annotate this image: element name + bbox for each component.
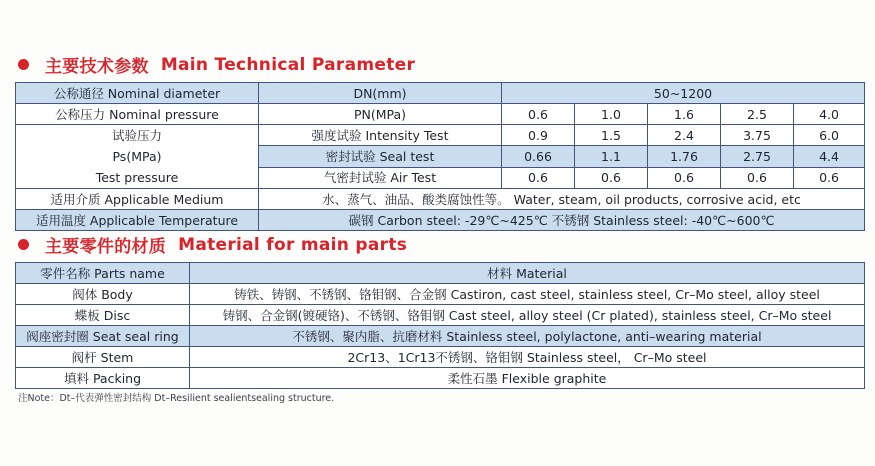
section-title-zh: 主要零件的材质	[45, 237, 167, 257]
intensity-value: 1.5	[575, 125, 648, 146]
part-material: 不锈钢、聚内脂、抗磨材料 Stainless steel, polylactone, anti–wearing material	[190, 326, 865, 347]
technical-parameter-table	[15, 82, 865, 231]
part-material: 2Cr13、1Cr13不锈钢、铬钼钢 Stainless steel， Cr–Mo steel	[190, 347, 865, 368]
intensity-value: 6.0	[794, 125, 865, 146]
intensity-value: 0.9	[502, 125, 575, 146]
materials-table	[15, 262, 865, 389]
intensity-test-label: 强度试验 Intensity Test	[259, 125, 502, 146]
seal-value: 1.1	[575, 146, 648, 167]
test-pressure-en: Test pressure	[95, 170, 179, 185]
table-row	[16, 305, 865, 326]
test-pressure-unit: Ps(MPa)	[112, 149, 162, 164]
section-title-technical	[18, 52, 415, 77]
table-row	[16, 210, 865, 231]
table-row	[16, 326, 865, 347]
applicable-medium-label: 适用介质 Applicable Medium	[16, 189, 259, 210]
nominal-diameter-label: 公称通径 Nominal diameter	[16, 83, 259, 104]
pn-value: 2.5	[721, 104, 794, 125]
part-name: 阀座密封圈 Seat seal ring	[16, 326, 190, 347]
air-test-label: 气密封试验 Air Test	[259, 167, 502, 188]
applicable-temperature-label: 适用温度 Applicable Temperature	[16, 210, 259, 231]
applicable-medium-value: 水、蒸气、油品、酸类腐蚀性等。 Water, steam, oil products, corrosive acid, etc	[259, 189, 865, 210]
air-value: 0.6	[648, 167, 721, 188]
part-material: 柔性石墨 Flexible graphite	[190, 368, 865, 389]
table-row	[16, 83, 865, 104]
pn-value: 1.6	[648, 104, 721, 125]
red-bullet-icon	[18, 59, 29, 70]
seal-value: 1.76	[648, 146, 721, 167]
pn-value: 4.0	[794, 104, 865, 125]
table-row	[16, 189, 865, 210]
pn-value: 0.6	[502, 104, 575, 125]
table-row	[16, 347, 865, 368]
intensity-value: 2.4	[648, 125, 721, 146]
seal-value: 2.75	[721, 146, 794, 167]
intensity-value: 3.75	[721, 125, 794, 146]
section-title-en: Material for main parts	[178, 234, 408, 255]
test-pressure-zh: 试验压力	[111, 128, 162, 143]
test-pressure-label	[16, 125, 259, 189]
section-title-en: Main Technical Parameter	[160, 54, 416, 75]
part-name: 阀体 Body	[16, 284, 190, 305]
dn-label: DN(mm)	[259, 83, 502, 104]
part-material: 铸铁、铸钢、不锈钢、铬钼钢、合金钢 Castiron, cast steel, stainless steel, Cr–Mo steel, alloy steel	[190, 284, 865, 305]
air-value: 0.6	[794, 167, 865, 188]
section-title-zh: 主要技术参数	[45, 57, 149, 77]
footnote: 注Note：Dt–代表弹性密封结构 Dt–Resilient sealientsealing structure.	[18, 393, 335, 404]
nominal-pressure-label: 公称压力 Nominal pressure	[16, 104, 259, 125]
dn-value: 50~1200	[502, 83, 865, 104]
table-row	[16, 368, 865, 389]
air-value: 0.6	[575, 167, 648, 188]
air-value: 0.6	[502, 167, 575, 188]
table-header-row	[16, 263, 865, 284]
pn-label: PN(MPa)	[259, 104, 502, 125]
table-row	[16, 104, 865, 125]
seal-value: 4.4	[794, 146, 865, 167]
section-title-materials	[18, 232, 407, 257]
seal-test-label: 密封试验 Seal test	[259, 146, 502, 167]
air-value: 0.6	[721, 167, 794, 188]
part-material: 铸钢、合金钢(镀硬铬)、不锈钢、铬钼钢 Cast steel, alloy steel (Cr plated), stainless steel, Cr–Mo steel	[190, 305, 865, 326]
table-row	[16, 284, 865, 305]
header-material: 材料 Material	[190, 263, 865, 284]
seal-value: 0.66	[502, 146, 575, 167]
applicable-temperature-value: 碳钢 Carbon steel: -29℃~425℃ 不锈钢 Stainless steel: -40℃~600℃	[259, 210, 865, 231]
table-row	[16, 125, 865, 146]
part-name: 阀杆 Stem	[16, 347, 190, 368]
part-name: 填料 Packing	[16, 368, 190, 389]
header-parts-name: 零件名称 Parts name	[16, 263, 190, 284]
part-name: 蝶板 Disc	[16, 305, 190, 326]
pn-value: 1.0	[575, 104, 648, 125]
red-bullet-icon	[18, 239, 29, 250]
